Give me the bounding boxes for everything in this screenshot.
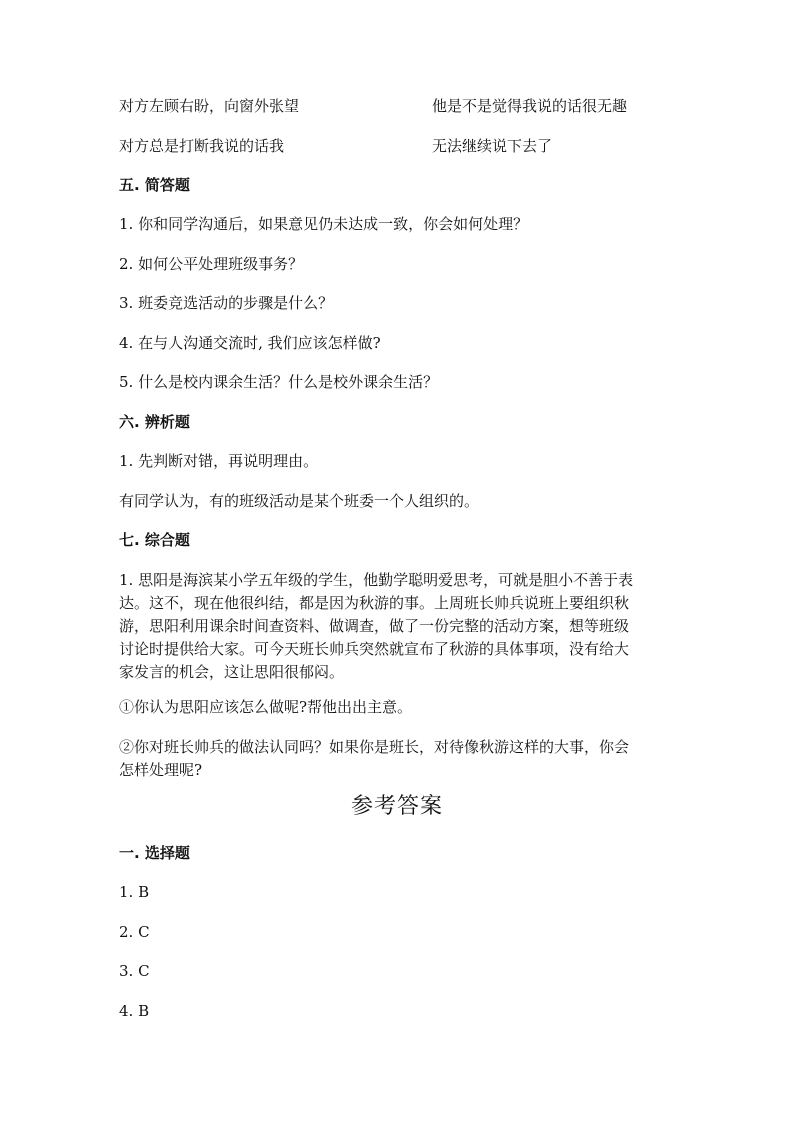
paragraph-line: 达。这不，现在他很纠结，都是因为秋游的事。上周班长帅兵说班上要组织秋 xyxy=(119,594,630,612)
section-heading-5: 五. 简答题 xyxy=(119,176,190,194)
sub-question-1: ①你认为思阳应该怎么做呢?帮他出出主意。 xyxy=(119,698,413,716)
question-5-4: 4. 在与人沟通交流时, 我们应该怎样做? xyxy=(119,334,381,352)
answer-item: 2. C xyxy=(119,923,150,941)
sub-question-2-line: 怎样处理呢? xyxy=(119,761,203,779)
answer-item: 4. B xyxy=(119,1002,150,1020)
answers-title: 参考答案 xyxy=(350,794,443,819)
match-right-2: 无法继续说下去了 xyxy=(432,137,553,155)
answer-item: 1. B xyxy=(119,883,150,901)
match-left-2: 对方总是打断我说的话我 xyxy=(119,137,285,155)
sub-question-2-line: ②你对班长帅兵的做法认同吗？如果你是班长，对待像秋游这样的大事，你会 xyxy=(119,738,630,756)
match-left-1: 对方左顾右盼，向窗外张望 xyxy=(119,97,300,115)
paragraph-line: 讨论时提供给大家。可今天班长帅兵突然就宣布了秋游的具体事项，没有给大 xyxy=(119,640,630,658)
question-5-2: 2. 如何公平处理班级事务？ xyxy=(119,255,304,273)
paragraph-line: 1. 思阳是海滨某小学五年级的学生，他勤学聪明爱思考，可就是胆小不善于表 xyxy=(119,571,634,589)
answer-item: 3. C xyxy=(119,962,150,980)
section-heading-7: 七. 综合题 xyxy=(119,531,190,549)
answers-heading: 一. 选择题 xyxy=(119,844,190,862)
paragraph-line: 家发言的机会，这让思阳很郁闷。 xyxy=(119,663,345,681)
question-5-5: 5. 什么是校内课余生活？什么是校外课余生活？ xyxy=(119,373,439,391)
section-heading-6: 六. 辨析题 xyxy=(119,413,190,431)
question-6-1-statement: 有同学认为，有的班级活动是某个班委一个人组织的。 xyxy=(119,492,480,510)
question-5-3: 3. 班委竞选活动的步骤是什么？ xyxy=(119,294,334,312)
paragraph-line: 游，思阳利用课余时间查资料、做调查，做了一份完整的活动方案，想等班级 xyxy=(119,617,630,635)
question-5-1: 1. 你和同学沟通后，如果意见仍未达成一致，你会如何处理？ xyxy=(119,215,529,233)
question-6-1: 1. 先判断对错，再说明理由。 xyxy=(119,452,319,470)
match-right-1: 他是不是觉得我说的话很无趣 xyxy=(432,97,628,115)
